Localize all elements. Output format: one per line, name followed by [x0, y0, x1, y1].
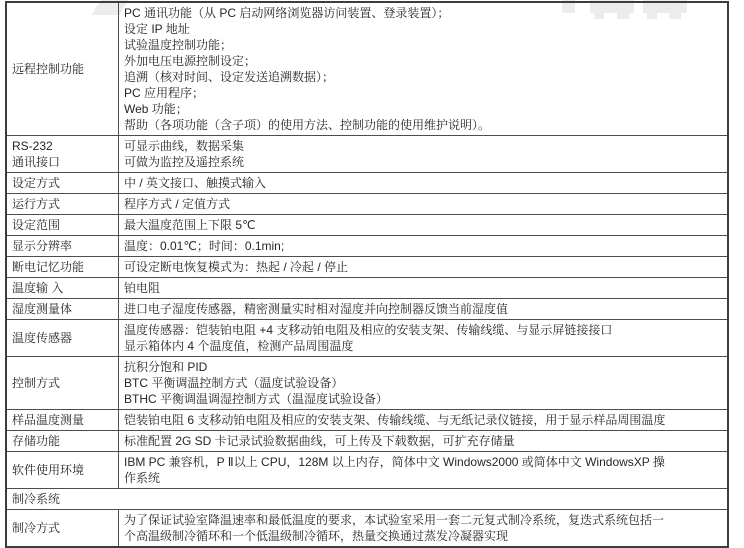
spec-label-cell: [6, 510, 119, 548]
spec-line: 个高温级制冷循环和一个低温级制冷循环，热量交换通过蒸发冷凝器实现: [124, 529, 509, 543]
spec-value-cell: [119, 452, 729, 489]
spec-value-cell: [119, 299, 729, 320]
spec-label-line: 湿度测量体: [12, 302, 73, 316]
spec-line: 中 / 英文接口、触摸式输入: [124, 176, 267, 190]
spec-line: 进口电子湿度传感器，精密测量实时相对湿度并向控制器反馈当前湿度值: [124, 302, 509, 316]
spec-line: Web 功能；: [124, 102, 188, 116]
spec-line: 抗积分饱和 PID: [124, 360, 208, 374]
spec-table-body: [6, 2, 728, 547]
spec-value-cell: [119, 236, 729, 257]
spec-value-cell: [119, 194, 729, 215]
spec-line: PC 通讯功能（从 PC 启动网络浏览器访问装置、登录装置）；: [124, 6, 450, 20]
spec-line: 作系统: [124, 471, 161, 485]
table-row: [6, 452, 728, 489]
spec-line: BTC 平衡调温控制方式（温度试验设备）: [124, 376, 344, 390]
table-row: [6, 489, 728, 510]
spec-line: 铂电阻: [124, 281, 161, 295]
table-row: [6, 510, 728, 548]
spec-line: 外加电压电源控制设定；: [124, 54, 257, 68]
spec-label-line: RS-232: [12, 139, 53, 153]
spec-label-cell: [6, 194, 119, 215]
spec-value-cell: [119, 410, 729, 431]
spec-label-cell: [6, 452, 119, 489]
spec-value-cell: [119, 173, 729, 194]
spec-value-cell: [119, 136, 729, 173]
spec-label-cell: [6, 410, 119, 431]
spec-line: 试验温度控制功能；: [124, 38, 233, 52]
spec-line: 可做为监控及遥控系统: [124, 155, 245, 169]
spec-label-line: 制冷方式: [12, 521, 61, 535]
table-row: [6, 215, 728, 236]
spec-label-line: 设定范围: [12, 218, 61, 232]
spec-line: 温度传感器：铠装铂电阻 +4 支移动铂电阻及相应的安装支架、传输线缆、与显示屏链接接口: [124, 323, 613, 337]
spec-line: IBM PC 兼容机，P Ⅱ以上 CPU，128M 以上内存，简体中文 Windows2000 或简体中文 WindowsXP 操: [124, 455, 665, 469]
spec-line: 追溯（核对时间、设定发送追溯数据）；: [124, 70, 335, 84]
spec-label-line: 软件使用环境: [12, 463, 85, 477]
spec-label-cell: [6, 278, 119, 299]
spec-label-line: 远程控制功能: [12, 62, 85, 76]
spec-label-cell: [6, 215, 119, 236]
spec-label-cell: 制冷系统: [6, 489, 728, 510]
table-row: [6, 136, 728, 173]
spec-label-line: 存储功能: [12, 434, 61, 448]
spec-label-cell: [6, 320, 119, 357]
table-row: [6, 236, 728, 257]
spec-line: 可设定断电恢复模式为：热起 / 冷起 / 停止: [124, 260, 349, 274]
table-row: [6, 320, 728, 357]
spec-label-line: 通讯接口: [12, 155, 61, 169]
spec-line: 为了保证试验室降温速率和最低温度的要求，本试验室采用一套二元复式制冷系统，复迭式系统包括一: [124, 513, 665, 527]
spec-label-cell: [6, 357, 119, 410]
table-row: [6, 431, 728, 452]
spec-line: 程序方式 / 定值方式: [124, 197, 231, 211]
spec-label-line: 显示分辨率: [12, 239, 73, 253]
spec-table: [5, 1, 729, 548]
spec-value-cell: [119, 320, 729, 357]
spec-label-cell: [6, 2, 119, 136]
spec-value-cell: [119, 2, 729, 136]
table-row: [6, 357, 728, 410]
table-row: [6, 299, 728, 320]
spec-value-cell: [119, 215, 729, 236]
spec-line: 可显示曲线，数据采集: [124, 139, 245, 153]
spec-value-cell: [119, 257, 729, 278]
spec-label-line: 温度传感器: [12, 331, 73, 345]
table-row: [6, 173, 728, 194]
spec-line: 温度：0.01℃；时间：0.1min;: [124, 239, 285, 253]
spec-line: 帮助（各项功能（含子项）的使用方法、控制功能的使用维护说明）。: [124, 118, 491, 132]
table-row: [6, 278, 728, 299]
table-row: [6, 2, 728, 136]
spec-value-cell: [119, 278, 729, 299]
spec-line: PC 应用程序；: [124, 86, 205, 100]
spec-value-cell: [119, 431, 729, 452]
spec-label-cell: [6, 431, 119, 452]
spec-label-line: 控制方式: [12, 376, 61, 390]
spec-label-cell: [6, 173, 119, 194]
spec-line: BTHC 平衡调温调湿控制方式（温湿度试验设备）: [124, 392, 389, 406]
table-row: [6, 410, 728, 431]
table-row: [6, 257, 728, 278]
spec-label-cell: [6, 236, 119, 257]
spec-line: 标准配置 2G SD 卡记录试验数据曲线，可上传及下载数据，可扩充存储量: [124, 434, 515, 448]
spec-label-line: 温度输 入: [12, 281, 64, 295]
spec-label-cell: [6, 136, 119, 173]
spec-label-cell: [6, 257, 119, 278]
spec-label-cell: [6, 299, 119, 320]
table-row: [6, 194, 728, 215]
spec-label-line: 断电记忆功能: [12, 260, 85, 274]
spec-line: 铠装铂电阻 6 支移动铂电阻及相应的安装支架、传输线缆、与无纸记录仪链接，用于显示样品周围温度: [124, 413, 666, 427]
spec-line: 显示箱体内 4 个温度值，检测产品周围温度: [124, 339, 354, 353]
spec-label-line: 样品温度测量: [12, 413, 85, 427]
spec-label-line: 设定方式: [12, 176, 61, 190]
spec-line: 最大温度范围上下限 5℃: [124, 218, 256, 232]
spec-value-cell: [119, 510, 729, 548]
spec-label-line: 运行方式: [12, 197, 61, 211]
spec-value-cell: [119, 357, 729, 410]
spec-line: 设定 IP 地址: [124, 22, 190, 36]
